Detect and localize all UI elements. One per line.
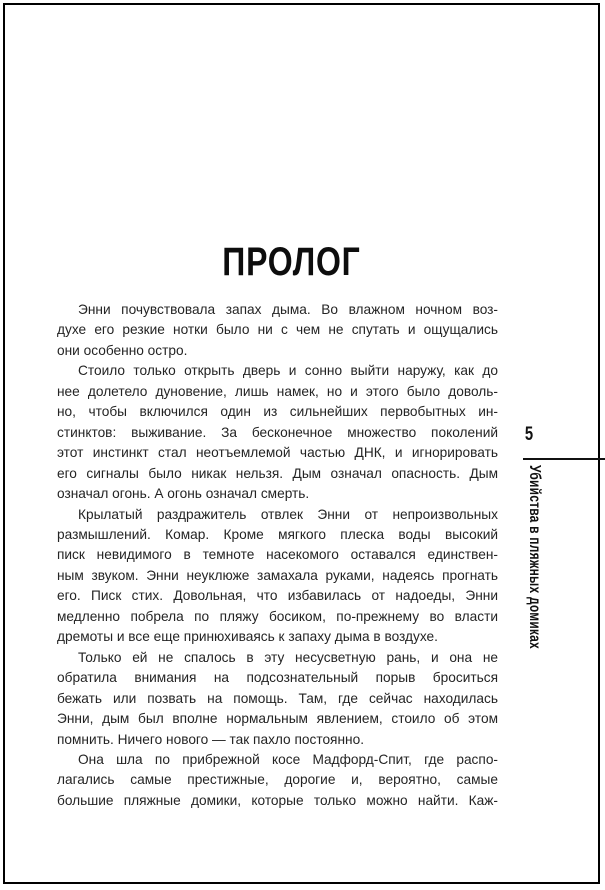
text-line: помнить. Ничего нового — так пахло постоянно. bbox=[57, 731, 365, 747]
text-line: Она шла по прибрежной косе Мадфорд-Спит, где распо- bbox=[78, 751, 498, 767]
text-line: его. Писк стих. Довольная, что избавилась от надоеды, Энни bbox=[57, 588, 498, 604]
text-line: Стоило только открыть дверь и сонно выйти наружу, как до bbox=[78, 363, 498, 379]
page-number: 5 bbox=[524, 424, 534, 445]
book-title-vertical: Убийства в пляжных домиках bbox=[526, 465, 543, 649]
body-text-block bbox=[57, 300, 498, 811]
text-line: они особенно остро. bbox=[57, 342, 188, 358]
text-line: медленно побрела по пляжу босиком, по-прежнему во власти bbox=[57, 608, 498, 624]
text-line: большие пляжные домики, которые только можно найти. Каж- bbox=[57, 792, 498, 808]
text-line: писк невидимого в темноте насекомого оставался единствен- bbox=[57, 547, 498, 563]
page-border bbox=[3, 3, 600, 884]
chapter-heading-text: ПРОЛОГ bbox=[222, 240, 361, 284]
text-line: стинктов: выживание. За бесконечное множество поколений bbox=[57, 424, 498, 440]
text-line: означал огонь. А огонь означал смерть. bbox=[57, 486, 310, 502]
text-line: Только ей не спалось в эту несусветную рань, и она не bbox=[78, 649, 498, 665]
text-line: размышлений. Комар. Кроме мягкого плеска воды высокий bbox=[57, 526, 498, 542]
text-line: духе его резкие нотки было ни с чем не спутать и ощущались bbox=[57, 322, 498, 338]
text-line: обратила внимания на подсознательный порыв броситься bbox=[57, 670, 498, 686]
text-line: бежать или позвать на помощь. Там, где сейчас находилась bbox=[57, 690, 498, 706]
text-line: его сигналы было никак нельзя. Дым означал опасность. Дым bbox=[57, 465, 498, 481]
text-line: ным звуком. Энни неуклюже замахала руками, надеясь прогнать bbox=[57, 567, 498, 583]
chapter-heading bbox=[71, 242, 512, 282]
sidebar-rule bbox=[523, 458, 605, 460]
text-line: Крылатый раздражитель отвлек Энни от непроизвольных bbox=[78, 506, 498, 522]
text-line: но, чтобы включился один из сильнейших первобытных ин- bbox=[57, 404, 498, 420]
text-line: нее долетело дуновение, лишь намек, но и этого было доволь- bbox=[57, 383, 498, 399]
text-line: дремоты и все еще принюхиваясь к запаху дыма в воздухе. bbox=[57, 629, 438, 645]
text-line: этот инстинкт стал неотъемлемой частью ДНК, и игнорировать bbox=[57, 445, 498, 461]
text-line: Энни почувствовала запах дыма. Во влажном ночном воз- bbox=[78, 302, 498, 317]
text-line: лагались самые престижные, дорогие и, вероятно, самые bbox=[57, 772, 498, 788]
text-line: Энни, дым был вполне нормальным явлением, стоило об этом bbox=[57, 711, 498, 727]
